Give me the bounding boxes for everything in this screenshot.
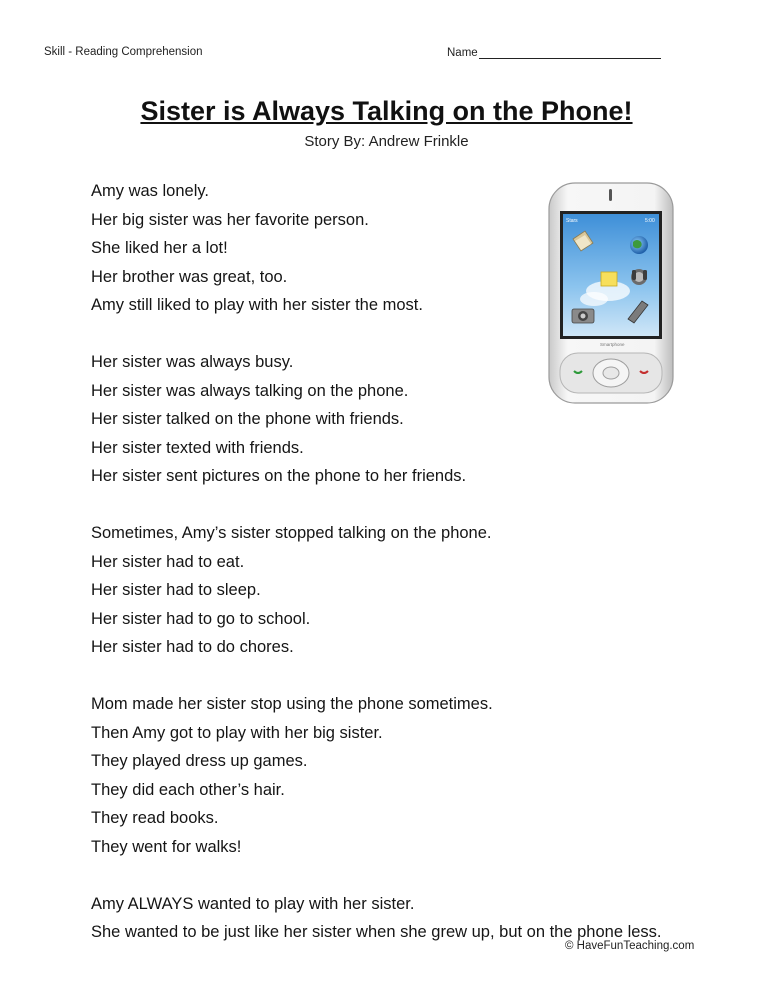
story-line: Her sister had to go to school. [91,609,311,628]
skill-label: Skill - Reading Comprehension [44,46,203,58]
story-line: Her sister had to do chores. [91,638,294,656]
paragraph [91,690,751,861]
story-line: Her big sister was her favorite person. [91,210,369,229]
phone-brand-text: Smartphone [600,342,625,347]
story-line: Amy was lonely. [91,182,209,200]
story-line: Mom made her sister stop using the phone sometimes. [91,695,493,713]
name-line[interactable] [479,46,661,59]
smartphone-icon [546,181,676,405]
story-line: Her sister texted with friends. [91,438,304,457]
name-label: Name [447,47,478,59]
story-line: She liked her a lot! [91,239,228,257]
story-line: She wanted to be just like her sister when she grew up, but on the phone less. [91,923,662,941]
story-byline: Story By: Andrew Frinkle [304,133,469,150]
story-line: Her sister sent pictures on the phone to her friends. [91,467,467,485]
story-line: They did each other’s hair. [91,780,285,799]
story-line: Amy still liked to play with her sister the most. [91,296,423,314]
name-field[interactable] [447,46,661,59]
story-line: Amy ALWAYS wanted to play with her sister. [91,894,415,913]
story-line: Her sister had to eat. [91,552,245,571]
story-line: Then Amy got to play with her big sister. [91,723,383,742]
story-line: Her sister talked on the phone with friends. [91,410,404,428]
story-title: Sister is Always Talking on the Phone! [140,96,633,126]
story-line: Her sister was always busy. [91,353,294,371]
story-line: Her sister had to sleep. [91,581,261,599]
story-line: Her brother was great, too. [91,267,288,286]
screen-left-text: Stars [566,218,578,224]
story-line: They went for walks! [91,837,242,856]
story-line: They played dress up games. [91,752,308,770]
copyright-footer: © HaveFunTeaching.com [565,940,695,952]
story-line: They read books. [91,809,219,827]
paragraph [91,519,751,662]
paragraph [91,890,751,947]
story-line: Her sister was always talking on the phone. [91,381,409,400]
screen-right-text: 5:00 [645,218,655,224]
story-line: Sometimes, Amy’s sister stopped talking on the phone. [91,524,492,542]
